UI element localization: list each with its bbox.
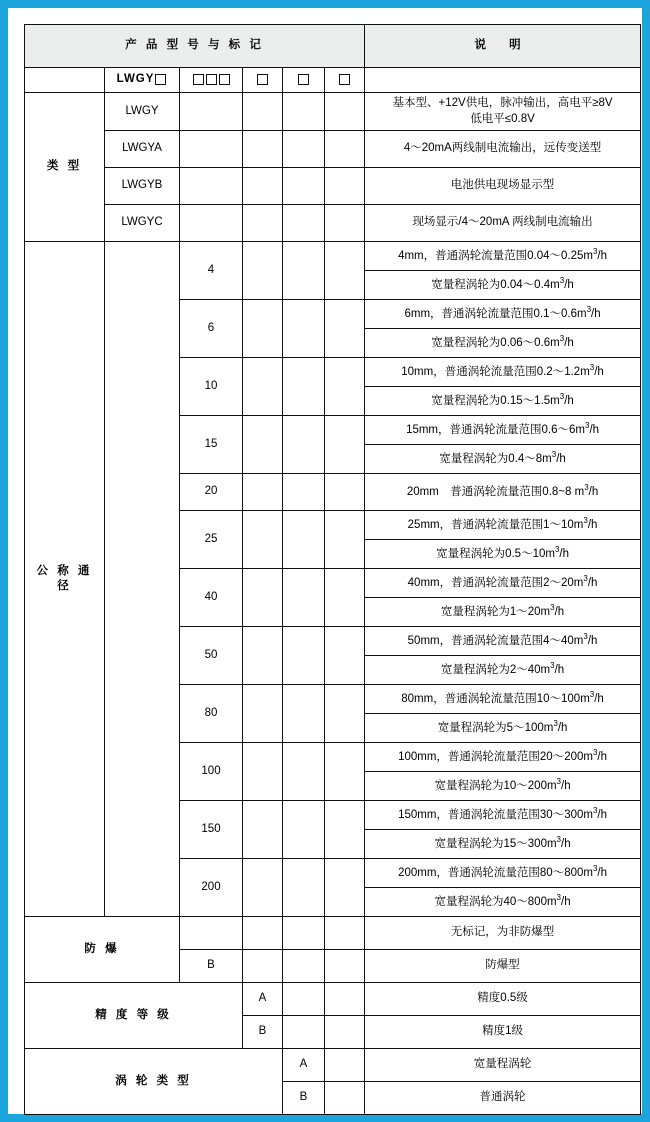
- explosion-blank-c6: [325, 917, 365, 950]
- diameter-blank-c5: [283, 743, 325, 801]
- accuracy-blank-c6: [325, 983, 365, 1016]
- diameter-blank-c6: [325, 511, 365, 569]
- diameter-size-25: 25: [180, 511, 243, 569]
- explosion-blank-c5: [283, 950, 325, 983]
- section-label-type: 类 型: [25, 93, 105, 242]
- section-label-explosion: 防 爆: [25, 917, 180, 983]
- type-desc-lwgyb: 电池供电现场显示型: [365, 168, 641, 205]
- code-box: [193, 74, 204, 85]
- type-blank-c6: [325, 168, 365, 205]
- type-blank-c5: [283, 168, 325, 205]
- diameter-blank-c4: [243, 859, 283, 917]
- type-blank-c6: [325, 93, 365, 131]
- diameter-desc-normal-100: 100mm，普通涡轮流量范围$20\sim 200m^3/h$: [365, 743, 641, 772]
- type-blank-c4: [243, 131, 283, 168]
- type-blank-c5: [283, 93, 325, 131]
- type-blank-c3: [180, 205, 243, 242]
- diameter-desc-wide-4: 宽量程涡轮为$0.04\sim 0.4m^3/h$: [365, 271, 641, 300]
- diameter-desc-normal-10: 10mm，普通涡轮流量范围$0.2\sim 1.2m^3/h$: [365, 358, 641, 387]
- accuracy-code-a: A: [243, 983, 283, 1016]
- turbine-row-a: [25, 1049, 641, 1082]
- diameter-blank-c4: [243, 416, 283, 474]
- code-boxes-group-4: [325, 68, 365, 93]
- explosion-blank-c4: [243, 950, 283, 983]
- diameter-blank-c6: [325, 801, 365, 859]
- type-model-lwgy: LWGY: [105, 93, 180, 131]
- diameter-blank-c5: [283, 685, 325, 743]
- turbine-code-b: B: [283, 1082, 325, 1115]
- diameter-blank-c4: [243, 242, 283, 300]
- explosion-blank-c6: [325, 950, 365, 983]
- code-box: [298, 74, 309, 85]
- explosion-blank-c5: [283, 917, 325, 950]
- explosion-code-none: [180, 917, 243, 950]
- diameter-desc-wide-6: 宽量程涡轮为$0.06\sim 0.6m^3/h$: [365, 329, 641, 358]
- accuracy-blank-c5: [283, 983, 325, 1016]
- diameter-blank-c6: [325, 242, 365, 300]
- diameter-blank-c4: [243, 300, 283, 358]
- accuracy-row-a: [25, 983, 641, 1016]
- section-label-turbine: 涡 轮 类 型: [25, 1049, 283, 1115]
- diameter-blank-c6: [325, 627, 365, 685]
- table-header-row: [25, 25, 641, 68]
- diameter-blank-c4: [243, 685, 283, 743]
- explosion-code-b: B: [180, 950, 243, 983]
- diameter-desc-wide-150: 宽量程涡轮为$15\sim 300m^3/h$: [365, 830, 641, 859]
- diameter-blank-c4: [243, 474, 283, 511]
- diameter-blank-c6: [325, 685, 365, 743]
- type-row-lwgy: [25, 93, 641, 131]
- diameter-desc-wide-200: 宽量程涡轮为$40\sim 800m^3/h$: [365, 888, 641, 917]
- type-desc-lwgy: [365, 93, 641, 131]
- diameter-blank-c5: [283, 859, 325, 917]
- diameter-blank-c5: [283, 627, 325, 685]
- diameter-blank-c4: [243, 627, 283, 685]
- diameter-blank-c5: [283, 511, 325, 569]
- diameter-row: [25, 242, 641, 271]
- accuracy-desc-b: 精度1级: [365, 1016, 641, 1049]
- type-blank-c3: [180, 93, 243, 131]
- model-prefix-label: LWGY: [116, 73, 155, 86]
- page-content: [8, 8, 642, 1114]
- diameter-desc-wide-80: 宽量程涡轮为$5\sim 100m^3/h$: [365, 714, 641, 743]
- diameter-desc-normal-4: 4mm，普通涡轮流量范围$0.04\sim 0.25m^3/h$: [365, 242, 641, 271]
- type-row-lwgyb: [25, 168, 641, 205]
- diameter-size-200: 200: [180, 859, 243, 917]
- diameter-blank-c5: [283, 242, 325, 300]
- diameter-size-20: 20: [180, 474, 243, 511]
- diameter-blank-c4: [243, 801, 283, 859]
- turbine-blank-c6: [325, 1049, 365, 1082]
- type-blank-c4: [243, 93, 283, 131]
- diameter-desc-wide-15: 宽量程涡轮为$0.4\sim 8m^3/h$: [365, 445, 641, 474]
- diameter-blank-c5: [283, 358, 325, 416]
- type-blank-c4: [243, 205, 283, 242]
- diameter-size-40: 40: [180, 569, 243, 627]
- diameter-size-80: 80: [180, 685, 243, 743]
- diameter-desc-wide-40: 宽量程涡轮为$1\sim 20m^3/h$: [365, 598, 641, 627]
- accuracy-blank-c6: [325, 1016, 365, 1049]
- diameter-blank-c4: [243, 569, 283, 627]
- diameter-desc-normal-20: 20mm 普通涡轮流量范围0.8~8 $m^3/h$: [365, 474, 641, 511]
- diameter-blank-c5: [283, 416, 325, 474]
- diameter-blank-c6: [325, 859, 365, 917]
- diameter-desc-normal-40: 40mm，普通涡轮流量范围$2\sim 20m^3/h$: [365, 569, 641, 598]
- diameter-size-50: 50: [180, 627, 243, 685]
- code-box-prefix: [155, 74, 166, 85]
- accuracy-blank-c5: [283, 1016, 325, 1049]
- code-box: [219, 74, 230, 85]
- diameter-desc-normal-15: 15mm，普通涡轮流量范围$0.6\sim 6m^3/h$: [365, 416, 641, 445]
- header-model-title: 产 品 型 号 与 标 记: [25, 25, 365, 68]
- diameter-blank-c4: [243, 511, 283, 569]
- type-blank-c6: [325, 131, 365, 168]
- type-desc-lwgy-line2: 低电平≤0.8V: [470, 112, 535, 125]
- model-code-row: [25, 68, 641, 93]
- diameter-blank-c6: [325, 474, 365, 511]
- specification-table: [24, 24, 641, 1115]
- type-desc-lwgy-line1: 基本型、+12V供电，脉冲输出，高电平≥8V: [392, 97, 613, 109]
- section-label-diameter: 公 称 通 径: [25, 242, 105, 917]
- section-label-accuracy: 精 度 等 级: [25, 983, 243, 1049]
- diameter-blank-c6: [325, 416, 365, 474]
- diameter-blank-c4: [243, 743, 283, 801]
- accuracy-desc-a: 精度0.5级: [365, 983, 641, 1016]
- diameter-desc-wide-50: 宽量程涡轮为$2\sim 40m^3/h$: [365, 656, 641, 685]
- diameter-desc-wide-100: 宽量程涡轮为$10\sim 200m^3/h$: [365, 772, 641, 801]
- type-model-lwgya: LWGYA: [105, 131, 180, 168]
- type-blank-c5: [283, 131, 325, 168]
- diameter-blank-c5: [283, 801, 325, 859]
- type-model-lwgyc: LWGYC: [105, 205, 180, 242]
- type-blank-c3: [180, 168, 243, 205]
- diameter-blank-c5: [283, 300, 325, 358]
- diameter-blank-c6: [325, 300, 365, 358]
- diameter-size-15: 15: [180, 416, 243, 474]
- accuracy-code-b: B: [243, 1016, 283, 1049]
- code-box: [339, 74, 350, 85]
- type-row-lwgya: [25, 131, 641, 168]
- diameter-blank-c5: [283, 474, 325, 511]
- diameter-desc-normal-50: 50mm，普通涡轮流量范围$4\sim 40m^3/h$: [365, 627, 641, 656]
- code-row-desc-spacer: [365, 68, 641, 93]
- type-blank-c5: [283, 205, 325, 242]
- type-desc-lwgyc: 现场显示/4～20mA 两线制电流输出: [365, 205, 641, 242]
- code-boxes-group-2: [243, 68, 283, 93]
- diameter-blank-c2: [105, 242, 180, 917]
- header-description-title: 说 明: [365, 25, 641, 68]
- turbine-desc-b: 普通涡轮: [365, 1082, 641, 1115]
- diameter-size-150: 150: [180, 801, 243, 859]
- explosion-desc-none: 无标记，为非防爆型: [365, 917, 641, 950]
- diameter-desc-normal-150: 150mm，普通涡轮流量范围$30\sim 300m^3/h$: [365, 801, 641, 830]
- explosion-blank-c4: [243, 917, 283, 950]
- diameter-desc-wide-10: 宽量程涡轮为$0.15\sim 1.5m^3/h$: [365, 387, 641, 416]
- code-row-spacer: [25, 68, 105, 93]
- type-row-lwgyc: [25, 205, 641, 242]
- code-box: [257, 74, 268, 85]
- diameter-blank-c6: [325, 743, 365, 801]
- turbine-code-a: A: [283, 1049, 325, 1082]
- diameter-blank-c6: [325, 569, 365, 627]
- code-box: [206, 74, 217, 85]
- explosion-row-none: [25, 917, 641, 950]
- diameter-blank-c4: [243, 358, 283, 416]
- diameter-desc-normal-6: 6mm，普通涡轮流量范围$0.1\sim 0.6m^3/h$: [365, 300, 641, 329]
- code-boxes-group-3: [283, 68, 325, 93]
- diameter-desc-normal-80: 80mm，普通涡轮流量范围$10\sim 100m^3/h$: [365, 685, 641, 714]
- type-model-lwgyb: LWGYB: [105, 168, 180, 205]
- turbine-desc-a: 宽量程涡轮: [365, 1049, 641, 1082]
- diameter-blank-c6: [325, 358, 365, 416]
- diameter-desc-wide-25: 宽量程涡轮为$0.5\sim 10m^3/h$: [365, 540, 641, 569]
- type-blank-c6: [325, 205, 365, 242]
- turbine-blank-c6: [325, 1082, 365, 1115]
- diameter-blank-c5: [283, 569, 325, 627]
- diameter-size-4: 4: [180, 242, 243, 300]
- diameter-size-6: 6: [180, 300, 243, 358]
- explosion-desc-b: 防爆型: [365, 950, 641, 983]
- diameter-size-10: 10: [180, 358, 243, 416]
- model-prefix-cell: [105, 68, 180, 93]
- diameter-size-100: 100: [180, 743, 243, 801]
- type-desc-lwgya: 4～20mA两线制电流输出，远传变送型: [365, 131, 641, 168]
- diameter-desc-normal-25: 25mm，普通涡轮流量范围$1\sim 10m^3/h$: [365, 511, 641, 540]
- diameter-desc-normal-200: 200mm，普通涡轮流量范围$80\sim 800m^3/h$: [365, 859, 641, 888]
- type-blank-c4: [243, 168, 283, 205]
- type-blank-c3: [180, 131, 243, 168]
- code-boxes-group-1: [180, 68, 243, 93]
